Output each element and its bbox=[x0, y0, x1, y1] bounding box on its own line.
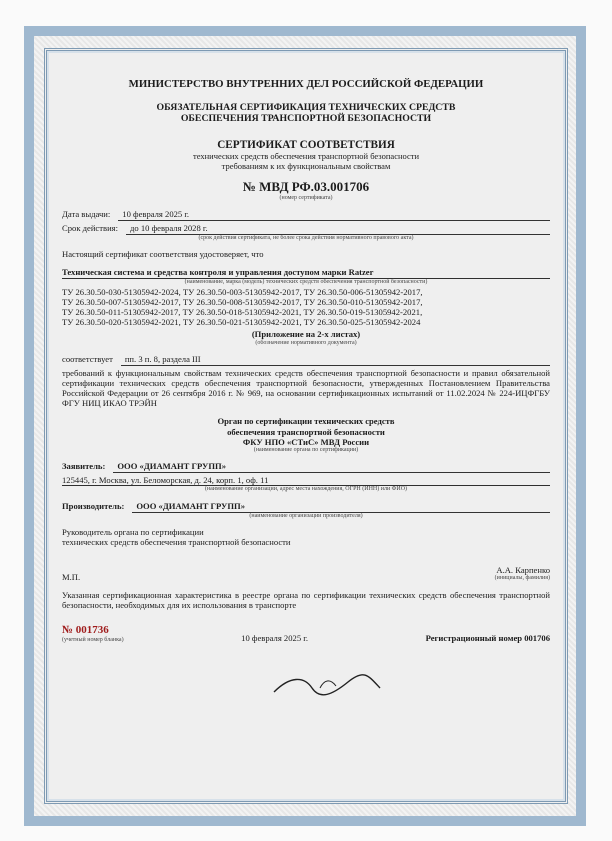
system-title-line-1: ОБЯЗАТЕЛЬНАЯ СЕРТИФИКАЦИЯ ТЕХНИЧЕСКИХ СРЕДСТВ bbox=[156, 101, 456, 113]
appendix-subnote: (обозначение нормативного документа) bbox=[255, 339, 357, 346]
issuer-org bbox=[62, 416, 550, 446]
certificate-subtitle bbox=[62, 152, 550, 172]
signature-scribble bbox=[272, 670, 382, 698]
compliance-text: требований к функциональным свойствам технических средств обеспечения транспортной безопасности и правил обязательной сертификации технических средств обеспечения транспортной безопасности, утвержденных Постановлением Правительства Российской Федерации от 26 сентября 2016 г. № 969, на основании сертификационных испытаний от 11.02.2024 № 224-ИЦФГБУ ФГУ НИЦ ИКАО ТРЭЙН bbox=[62, 367, 550, 409]
valid-date-row bbox=[62, 223, 550, 235]
applicant-name: ООО «ДИАМАНТ ГРУПП» bbox=[113, 461, 550, 473]
registration-label: Регистрационный номер bbox=[425, 633, 523, 644]
product-note: (наименование, марка (модель) технических средств обеспечения транспортной безопасности) bbox=[184, 278, 428, 285]
issuer-org-line-2: обеспечения транспортной безопасности bbox=[227, 426, 385, 437]
signature-name: А.А. Карпенко bbox=[496, 565, 550, 576]
spec-line-4: ТУ 26.30.50-020-51305942-2021, ТУ 26.30.50-021-51305942-2021, ТУ 26.30.50-025-51305942-2024 bbox=[62, 317, 421, 328]
product-name: Техническая система и средства контроля и управления доступом марки Ratzer bbox=[62, 267, 550, 278]
blank-number-note: (учетный номер бланка) bbox=[62, 636, 124, 643]
compliance-value: пп. 3 п. 8, раздела III bbox=[121, 354, 550, 366]
certificate-confirmation: Настоящий сертификат соответствия удостоверяет, что bbox=[62, 249, 264, 260]
issue-date-row bbox=[62, 209, 550, 221]
applicant-address: 125445, г. Москва, ул. Беломорская, д. 24, корп. 1, оф. 11 bbox=[62, 475, 550, 486]
issue-date-value: 10 февраля 2025 г. bbox=[118, 209, 550, 221]
issuer-org-line-1: Орган по сертификации технических средств bbox=[217, 416, 395, 427]
registration-value: 001706 bbox=[524, 633, 550, 644]
compliance-row bbox=[62, 354, 550, 366]
spec-line-1: ТУ 26.30.50-030-51305942-2024, ТУ 26.30.50-003-51305942-2017, ТУ 26.30.50-006-51305942-2017, bbox=[62, 286, 423, 297]
certificate-subtitle-2: требованиям к их функциональным свойствам bbox=[221, 160, 391, 171]
appendix-note: (Приложение на 2-х листах) bbox=[251, 329, 361, 340]
compliance-prefix: соответствует bbox=[62, 353, 113, 364]
manufacturer-row bbox=[62, 501, 550, 513]
registration-block bbox=[426, 633, 550, 643]
product-specs bbox=[62, 287, 550, 328]
valid-date-note: (срок действия сертификата, не более срока действия нормативного правового акта) bbox=[198, 235, 414, 242]
issue-date-label: Дата выдачи: bbox=[62, 209, 111, 220]
issuer-note: (наименование органа по сертификации) bbox=[253, 446, 359, 453]
spec-line-3: ТУ 26.30.50-011-51305942-2017, ТУ 26.30.50-018-51305942-2021, ТУ 26.30.50-019-51305942-2021, bbox=[62, 307, 423, 318]
ministry-title: МИНИСТЕРСТВО ВНУТРЕННИХ ДЕЛ РОССИЙСКОЙ ФЕДЕРАЦИИ bbox=[128, 78, 484, 90]
applicant-row bbox=[62, 461, 550, 473]
certificate-number-note: (номер сертификата) bbox=[279, 194, 333, 201]
head-title-line-1: Руководитель органа по сертификации bbox=[62, 526, 204, 537]
certificate-subtitle-1: технических средств обеспечения транспортной безопасности bbox=[192, 150, 420, 161]
manufacturer-label: Производитель: bbox=[62, 500, 125, 511]
valid-date-value: до 10 февраля 2028 г. bbox=[126, 223, 550, 235]
blank-number: № 001736 bbox=[62, 623, 109, 636]
head-signature-block bbox=[62, 527, 550, 547]
applicant-note: (наименование организации, адрес места нахождения, ОГРН (ИНН) или ФИО) bbox=[204, 486, 408, 493]
issue-date-footer: 10 февраля 2025 г. bbox=[241, 633, 308, 644]
certificate-title: СЕРТИФИКАТ СООТВЕТСТВИЯ bbox=[217, 138, 395, 151]
stamp-label: М.П. bbox=[62, 571, 81, 582]
manufacturer-note: (наименование организации производителя) bbox=[249, 512, 363, 519]
certificate-content bbox=[62, 78, 550, 643]
spec-line-2: ТУ 26.30.50-007-51305942-2017, ТУ 26.30.50-008-51305942-2017, ТУ 26.30.50-010-51305942-2017, bbox=[62, 297, 423, 308]
valid-date-label: Срок действия: bbox=[62, 223, 119, 234]
applicant-label: Заявитель: bbox=[62, 461, 106, 472]
footer-registration-row bbox=[62, 624, 550, 643]
signature-name-block bbox=[495, 565, 550, 581]
system-title-line-2: ОБЕСПЕЧЕНИЯ ТРАНСПОРТНОЙ БЕЗОПАСНОСТИ bbox=[180, 112, 432, 124]
issuer-org-line-3: ФКУ НПО «СТиС» МВД России bbox=[242, 436, 370, 447]
footer-text: Указанная сертификационная характеристика в реестре органа по сертификации технических средств обеспечения транспортной безопасности, необходимых для их использования в транспорте bbox=[62, 589, 550, 610]
signature-row bbox=[62, 565, 550, 581]
manufacturer-name: ООО «ДИАМАНТ ГРУПП» bbox=[132, 501, 550, 513]
signature-note: (инициалы, фамилия) bbox=[494, 575, 550, 582]
blank-number-block bbox=[62, 624, 124, 643]
system-title bbox=[62, 103, 550, 125]
certificate-number: № МВД РФ.03.001706 bbox=[242, 179, 370, 195]
head-title-line-2: технических средств обеспечения транспортной безопасности bbox=[62, 537, 291, 548]
